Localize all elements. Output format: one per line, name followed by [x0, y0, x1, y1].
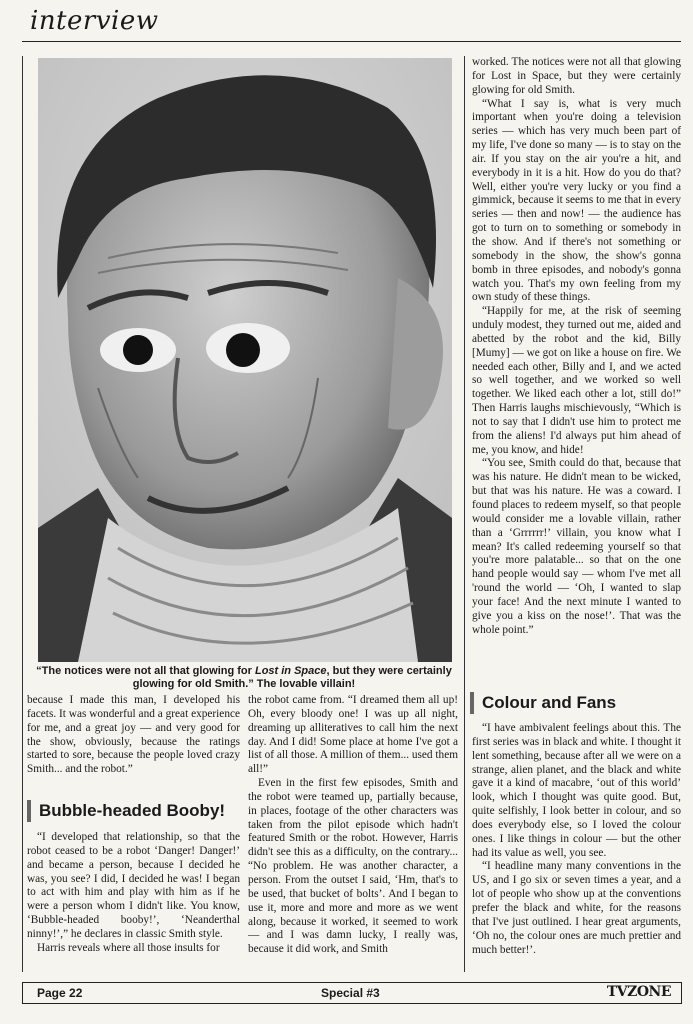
left-column-rule [22, 56, 23, 972]
subhead-colour-and-fans: Colour and Fans [470, 692, 682, 714]
col3-paragraph: “What I say is, what is very much important when you're doing a television series — which has very much been part of my life, I've done so many — is to stay on the air. If you stay on the air you're a hit, and everybody in it is a hit. How do you do that? Well, either you're very lucky or you find a gimmick, because it seems to me that in every series — then and now! — the audience has got to turn on to something or somebody in the show. And if there's not something or somebody in the show, the show's gonna bomb in three episodes, and nobody's gonna watch you. That's my own feeling from my own study of these things. [472, 97, 681, 304]
column-1-lower [27, 831, 240, 956]
photo-caption: “The notices were not all that glowing for Lost in Space, but they were certainly glowing for old Smith.” The lovable villain! [36, 665, 452, 690]
col1-paragraph: Harris reveals where all those insults for [37, 941, 220, 954]
col3-paragraph: worked. The notices were not all that glowing for Lost in Space, but they were certainly glowing for old Smith. [472, 56, 681, 96]
col3-paragraph: “I headline many many conventions in the US, and I go six or seven times a year, and a lot of people who show up at the conventions prefer the black and white, for the reasons that I've just outlined. I hear great arguments, ‘Oh no, the colour ones are much prettier and much better!’. [472, 860, 681, 956]
page-footer [22, 982, 682, 1004]
section-header: interview [30, 6, 159, 36]
column-1 [27, 694, 240, 777]
col3-paragraph: “Happily for me, at the risk of seeming unduly modest, they turned out me, aided and abetted by the robot and the kid, Billy [Mumy] — we got on like a house on fire. We needed each other, Billy and I, and we acted so well together, and we worked so well together. We liked each other a lot, still do!” Then Harris laughs mischievously, “Which is not to say that I didn't use him to protect me from the aliens! I'd always put him ahead of me, you know, and hide! [472, 305, 681, 456]
column-3-lower [472, 722, 681, 957]
col2-paragraph: the robot came from. “I dreamed them all up! Oh, every bloody one! I was up all night, dreaming up alliteratives to call him the next day. And I did! Some place at home I've got a list of all those. A million of them... used them all!” [248, 694, 458, 776]
page-number: Page 22 [37, 986, 83, 1000]
subhead-bubble-headed-booby: Bubble-headed Booby! [27, 800, 239, 822]
col1-paragraph: “I developed that relationship, so that the robot ceased to be a robot ‘Danger! Danger!’ and became a person, because I decided he was, you see? I did, I decided he was! I began to act with him and play with him as if he were a person whom I didn't like. You know, ‘Bubble-headed booby!’, ‘Neanderthal ninny!’,” he declares in classic Smith style. [27, 831, 240, 940]
col1-paragraph: because I made this man, I developed his facets. It was wonderful and a great experience for me, and a great joy — and very good for the show, obviously, because the ratings started to sore, because the people loved crazy Smith... and the robot.” [27, 694, 240, 776]
mid-column-rule [464, 56, 465, 972]
portrait-photo [38, 58, 452, 662]
header-rule [22, 41, 681, 42]
col2-paragraph: Even in the first few episodes, Smith and the robot were teamed up, partially because, in places, footage of the other characters was taken from the pilot episode which hadn't featured Smith or the robot. However, Harris didn't see this as a difficulty, on the contrary... “No problem. He was another character, a person. From the outset I said, ‘Hm, that's to be used, that bucket of bolts’. And I began to use it, more and more and more as we went along, because it worked, it seemed to work — and I was damn lucky, I really was, because it did work, and Smith [248, 777, 458, 956]
column-2 [248, 694, 458, 957]
col3-paragraph: “I have ambivalent feelings about this. The first series was in black and white. I thought it lent something, because after all we were on a strange, alien planet, and the black and white gave it a kind of macabre, ‘out of this world’ look, which I thought was quite good. But, quite selfishly, I look better in colour, and so does everybody else, so I loved the colour ones. I like things in colour — but the other had its value as well, you see. [472, 722, 681, 859]
issue-label: Special #3 [321, 986, 380, 1000]
tvzone-logo: TVZONE [606, 984, 671, 1000]
col3-paragraph: “You see, Smith could do that, because that was his nature. He didn't mean to be wicked, but that was his nature. He was a coward. I found places to redeem myself, so that people would consider me a lovable villain, rather than a ‘Grrrrrr!’ villain, you know what I mean? It's called redeeming yourself so that you're more palatable... so that on the one hand people would say — whom I've met all 'round the world — ‘Oh, I wanted to slap your face! And the next minute I wanted to give you a kiss on the nose!’. That was the whole point.” [472, 457, 681, 636]
column-3 [472, 56, 681, 637]
